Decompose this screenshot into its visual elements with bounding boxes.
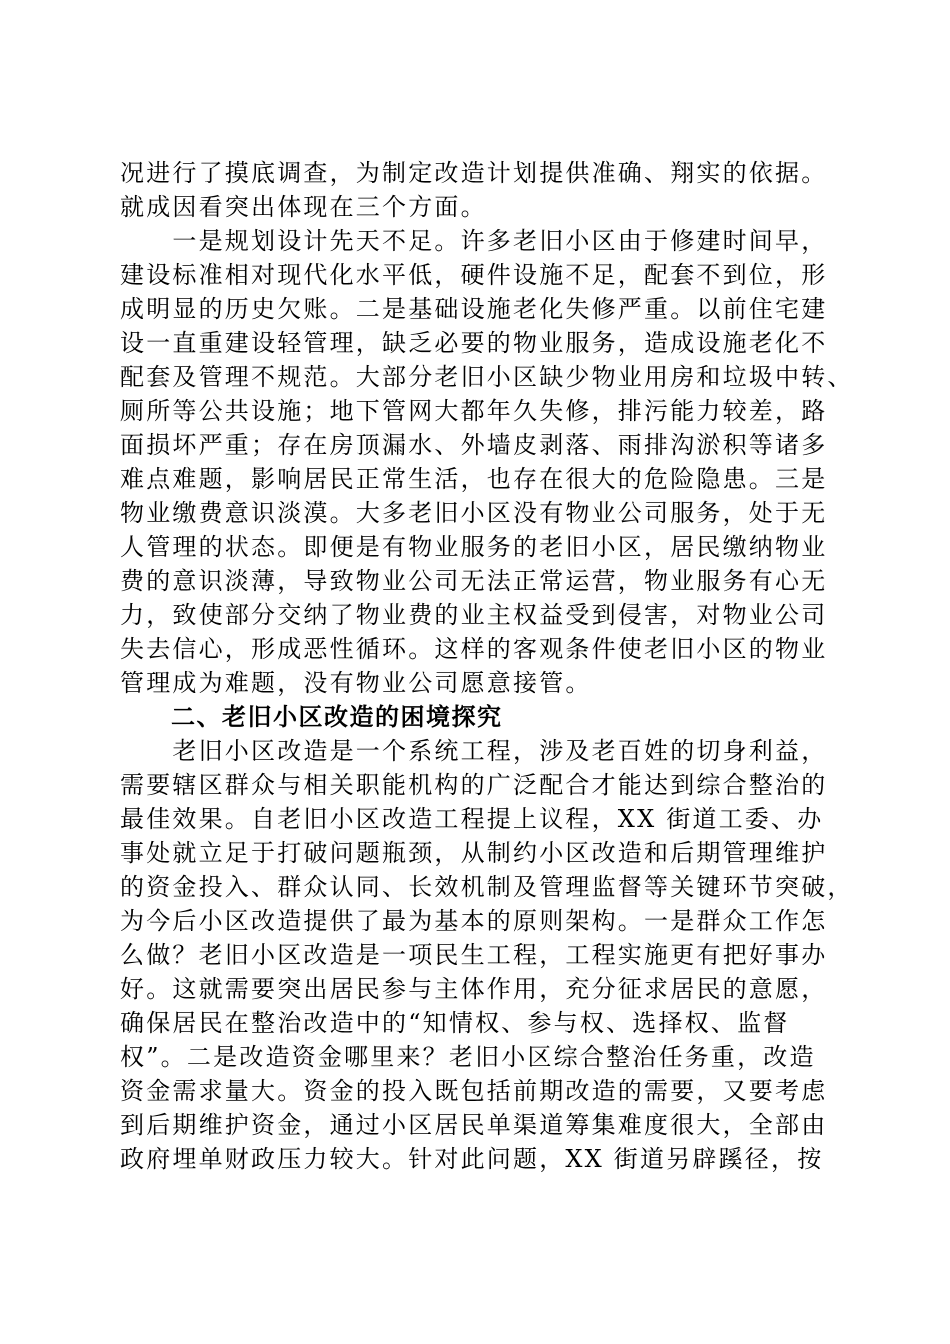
text-line: 最佳效果。自老旧小区改造工程提上议程，XX 街道工委、办 xyxy=(120,805,824,833)
text-line: 物业缴费意识淡漠。大多老旧小区没有物业公司服务，处于无 xyxy=(120,499,828,527)
section-heading: 二、老旧小区改造的困境探究 xyxy=(120,703,503,731)
paragraph-start-line: 一是规划设计先天不足。许多老旧小区由于修建时间早， xyxy=(120,227,828,255)
text-line: 难点难题，影响居民正常生活，也存在很大的危险隐患。三是 xyxy=(120,465,828,493)
text-line: 么做？老旧小区改造是一项民生工程，工程实施更有把好事办 xyxy=(120,941,828,969)
text-line: 好。这就需要突出居民参与主体作用，充分征求居民的意愿， xyxy=(120,975,828,1003)
text-line: 就成因看突出体现在三个方面。 xyxy=(120,193,487,221)
text-line: 设一直重建设轻管理，缺乏必要的物业服务，造成设施老化不 xyxy=(120,329,828,357)
text-line: 到后期维护资金，通过小区居民单渠道筹集难度很大，全部由 xyxy=(120,1111,828,1139)
text-line: 人管理的状态。即便是有物业服务的老旧小区，居民缴纳物业 xyxy=(120,533,828,561)
text-line: 费的意识淡薄，导致物业公司无法正常运营，物业服务有心无 xyxy=(120,567,828,595)
text-line: 为今后小区改造提供了最为基本的原则架构。一是群众工作怎 xyxy=(120,907,828,935)
text-line: 面损坏严重；存在房顶漏水、外墙皮剥落、雨排沟淤积等诸多 xyxy=(120,431,828,459)
text-line: 成明显的历史欠账。二是基础设施老化失修严重。以前住宅建 xyxy=(120,295,828,323)
text-line: 失去信心，形成恶性循环。这样的客观条件使老旧小区的物业 xyxy=(120,635,828,663)
text-line: 政府埋单财政压力较大。针对此问题，XX 街道另辟蹊径，按 xyxy=(120,1145,824,1173)
document-body xyxy=(120,156,854,1176)
text-line: 的资金投入、群众认同、长效机制及管理监督等关键环节突破， xyxy=(120,873,854,901)
text-line: 厕所等公共设施；地下管网大都年久失修，排污能力较差，路 xyxy=(120,397,828,425)
text-line: 资金需求量大。资金的投入既包括前期改造的需要，又要考虑 xyxy=(120,1077,828,1105)
text-line: 需要辖区群众与相关职能机构的广泛配合才能达到综合整治的 xyxy=(120,771,828,799)
text-line: 事处就立足于打破问题瓶颈，从制约小区改造和后期管理维护 xyxy=(120,839,828,867)
text-line: 管理成为难题，没有物业公司愿意接管。 xyxy=(120,669,592,697)
paragraph-start-line: 老旧小区改造是一个系统工程，涉及老百姓的切身利益， xyxy=(120,737,828,765)
text-line: 况进行了摸底调查，为制定改造计划提供准确、翔实的依据。 xyxy=(120,159,828,187)
text-line: 建设标准相对现代化水平低，硬件设施不足，配套不到位，形 xyxy=(120,261,828,289)
text-line: 配套及管理不规范。大部分老旧小区缺少物业用房和垃圾中转、 xyxy=(120,363,854,391)
text-line: 力，致使部分交纳了物业费的业主权益受到侵害，对物业公司 xyxy=(120,601,828,629)
text-line: 确保居民在整治改造中的“知情权、参与权、选择权、监督 xyxy=(120,1009,790,1037)
text-line: 权”。二是改造资金哪里来？老旧小区综合整治任务重，改造 xyxy=(120,1043,816,1071)
